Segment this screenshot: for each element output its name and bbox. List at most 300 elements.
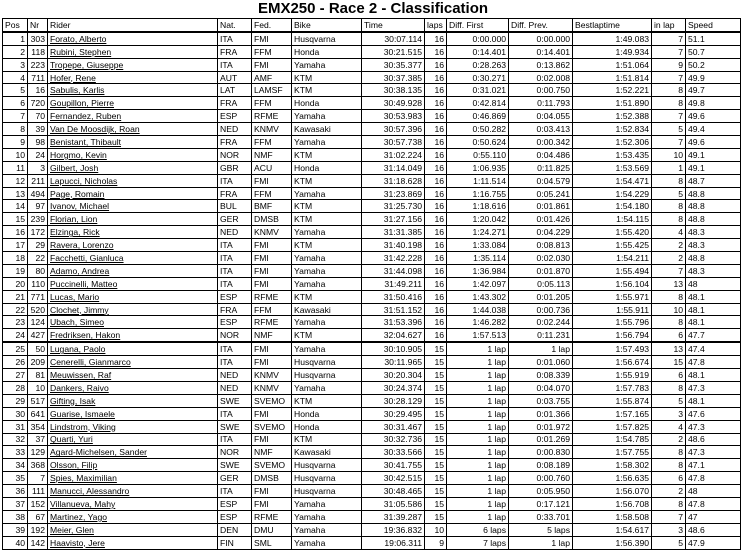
cell-pos: 38 — [3, 510, 28, 523]
cell-fed: RFME — [252, 316, 292, 329]
cell-diff-first: 1 lap — [447, 420, 509, 433]
cell-bestlaptime: 1:53.435 — [573, 148, 652, 161]
cell-fed: FFM — [252, 136, 292, 149]
cell-nr: 494 — [28, 187, 48, 200]
cell-bike: Yamaha — [292, 187, 362, 200]
cell-diff-first: 0:55.110 — [447, 148, 509, 161]
cell-speed: 48.8 — [686, 252, 741, 265]
cell-nr: 29 — [28, 239, 48, 252]
cell-laps: 16 — [425, 252, 447, 265]
cell-time: 31:31.385 — [362, 226, 425, 239]
cell-in-lap: 8 — [652, 290, 686, 303]
cell-nat: ESP — [218, 110, 252, 123]
cell-laps: 15 — [425, 485, 447, 498]
table-row — [3, 485, 741, 498]
cell-laps: 16 — [425, 45, 447, 58]
cell-speed: 49.9 — [686, 71, 741, 84]
table-row — [3, 536, 741, 549]
cell-time: 31:44.098 — [362, 264, 425, 277]
cell-bike: Yamaha — [292, 136, 362, 149]
column-header-rider: Rider — [48, 19, 218, 32]
cell-bike: KTM — [292, 200, 362, 213]
cell-time: 31:27.156 — [362, 213, 425, 226]
cell-bestlaptime: 1:55.494 — [573, 264, 652, 277]
cell-in-lap: 6 — [652, 369, 686, 382]
cell-diff-first: 1:36.984 — [447, 264, 509, 277]
table-row — [3, 510, 741, 523]
cell-pos: 18 — [3, 252, 28, 265]
cell-in-lap: 8 — [652, 316, 686, 329]
cell-laps: 15 — [425, 446, 447, 459]
cell-nr: 10 — [28, 381, 48, 394]
cell-speed: 48.3 — [686, 226, 741, 239]
cell-rider: Van De Moosdijk, Roan — [48, 123, 218, 136]
cell-rider: Lugana, Paolo — [48, 342, 218, 355]
cell-laps: 16 — [425, 290, 447, 303]
cell-diff-first: 1 lap — [447, 342, 509, 355]
table-row — [3, 252, 741, 265]
cell-diff-first: 0:30.271 — [447, 71, 509, 84]
cell-diff-first: 1 lap — [447, 459, 509, 472]
table-row — [3, 213, 741, 226]
cell-speed: 48.1 — [686, 394, 741, 407]
cell-rider: Lucas, Mario — [48, 290, 218, 303]
cell-diff-prev: 0:33.701 — [509, 510, 573, 523]
cell-fed: FMI — [252, 174, 292, 187]
column-header-nat: Nat. — [218, 19, 252, 32]
cell-laps: 15 — [425, 381, 447, 394]
cell-diff-first: 0:50.624 — [447, 136, 509, 149]
cell-bestlaptime: 1:56.635 — [573, 472, 652, 485]
cell-time: 30:07.114 — [362, 32, 425, 45]
cell-bike: Yamaha — [292, 536, 362, 549]
cell-pos: 20 — [3, 277, 28, 290]
cell-nat: AUT — [218, 71, 252, 84]
cell-pos: 7 — [3, 110, 28, 123]
cell-fed: NMF — [252, 329, 292, 342]
cell-nr: 239 — [28, 213, 48, 226]
cell-nat: SWE — [218, 459, 252, 472]
cell-in-lap: 2 — [652, 433, 686, 446]
cell-nat: GER — [218, 472, 252, 485]
cell-fed: FMI — [252, 252, 292, 265]
cell-diff-first: 0:46.869 — [447, 110, 509, 123]
cell-bestlaptime: 1:54.115 — [573, 213, 652, 226]
cell-fed: NMF — [252, 446, 292, 459]
cell-nat: ITA — [218, 239, 252, 252]
cell-fed: AMF — [252, 71, 292, 84]
table-row — [3, 523, 741, 536]
cell-in-lap: 5 — [652, 394, 686, 407]
cell-laps: 15 — [425, 472, 447, 485]
cell-diff-prev: 0:01.205 — [509, 290, 573, 303]
cell-time: 19:36.832 — [362, 523, 425, 536]
cell-rider: Forato, Alberto — [48, 32, 218, 45]
cell-nat: ESP — [218, 290, 252, 303]
cell-nr: 152 — [28, 497, 48, 510]
cell-rider: Cenerelli, Gianmarco — [48, 356, 218, 369]
table-row — [3, 459, 741, 472]
cell-speed: 47.9 — [686, 536, 741, 549]
cell-bestlaptime: 1:55.796 — [573, 316, 652, 329]
cell-bike: Husqvarna — [292, 472, 362, 485]
cell-fed: FFM — [252, 97, 292, 110]
cell-diff-first: 0:00.000 — [447, 32, 509, 45]
cell-rider: Villanueva, Mahy — [48, 497, 218, 510]
cell-speed: 49.6 — [686, 110, 741, 123]
cell-speed: 48.1 — [686, 369, 741, 382]
cell-nat: ESP — [218, 316, 252, 329]
cell-bestlaptime: 1:52.388 — [573, 110, 652, 123]
cell-pos: 13 — [3, 187, 28, 200]
cell-time: 31:25.730 — [362, 200, 425, 213]
cell-in-lap: 7 — [652, 510, 686, 523]
cell-speed: 47.3 — [686, 420, 741, 433]
cell-rider: Goupillon, Pierre — [48, 97, 218, 110]
cell-nr: 118 — [28, 45, 48, 58]
cell-laps: 9 — [425, 536, 447, 549]
cell-rider: Ubach, Simeo — [48, 316, 218, 329]
cell-fed: FMI — [252, 58, 292, 71]
cell-fed: SVEMO — [252, 459, 292, 472]
cell-bike: KTM — [292, 84, 362, 97]
table-row — [3, 342, 741, 355]
cell-bestlaptime: 1:57.493 — [573, 342, 652, 355]
cell-speed: 47.3 — [686, 446, 741, 459]
cell-nr: 16 — [28, 84, 48, 97]
cell-nr: 172 — [28, 226, 48, 239]
cell-nat: NOR — [218, 148, 252, 161]
cell-rider: Lindstrom, Viking — [48, 420, 218, 433]
cell-time: 31:51.152 — [362, 303, 425, 316]
cell-laps: 16 — [425, 32, 447, 45]
cell-time: 30:21.515 — [362, 45, 425, 58]
cell-speed: 48.6 — [686, 433, 741, 446]
table-row — [3, 239, 741, 252]
cell-rider: Meuwissen, Raf — [48, 369, 218, 382]
cell-diff-first: 1:44.038 — [447, 303, 509, 316]
cell-time: 30:32.736 — [362, 433, 425, 446]
cell-fed: FMI — [252, 277, 292, 290]
cell-diff-first: 1:33.084 — [447, 239, 509, 252]
cell-nat: FRA — [218, 45, 252, 58]
cell-time: 31:50.416 — [362, 290, 425, 303]
cell-nat: FRA — [218, 187, 252, 200]
cell-diff-first: 1 lap — [447, 497, 509, 510]
cell-in-lap: 1 — [652, 161, 686, 174]
cell-rider: Dankers, Raivo — [48, 381, 218, 394]
cell-time: 31:39.287 — [362, 510, 425, 523]
cell-nr: 70 — [28, 110, 48, 123]
cell-laps: 15 — [425, 342, 447, 355]
cell-speed: 48.7 — [686, 174, 741, 187]
cell-nr: 711 — [28, 71, 48, 84]
cell-rider: Clochet, Jimmy — [48, 303, 218, 316]
table-row — [3, 394, 741, 407]
cell-bestlaptime: 1:56.794 — [573, 329, 652, 342]
cell-bike: Honda — [292, 407, 362, 420]
cell-diff-prev: 0:02.244 — [509, 316, 573, 329]
cell-nat: NOR — [218, 329, 252, 342]
table-row — [3, 97, 741, 110]
cell-laps: 10 — [425, 523, 447, 536]
cell-rider: Elzinga, Rick — [48, 226, 218, 239]
cell-bike: Honda — [292, 420, 362, 433]
cell-rider: Ivanov, Michael — [48, 200, 218, 213]
cell-diff-first: 1:46.282 — [447, 316, 509, 329]
cell-time: 31:05.586 — [362, 497, 425, 510]
cell-bestlaptime: 1:49.083 — [573, 32, 652, 45]
cell-diff-prev: 0:00.000 — [509, 32, 573, 45]
cell-diff-prev: 0:00.750 — [509, 84, 573, 97]
cell-bestlaptime: 1:56.708 — [573, 497, 652, 510]
table-row — [3, 187, 741, 200]
cell-nr: 427 — [28, 329, 48, 342]
cell-bestlaptime: 1:52.834 — [573, 123, 652, 136]
cell-bestlaptime: 1:56.390 — [573, 536, 652, 549]
cell-fed: RFME — [252, 110, 292, 123]
cell-bestlaptime: 1:54.211 — [573, 252, 652, 265]
cell-bestlaptime: 1:49.934 — [573, 45, 652, 58]
cell-rider: Gilbert, Josh — [48, 161, 218, 174]
cell-in-lap: 13 — [652, 342, 686, 355]
cell-laps: 16 — [425, 58, 447, 71]
cell-rider: Puccinelli, Matteo — [48, 277, 218, 290]
cell-diff-first: 1:24.271 — [447, 226, 509, 239]
cell-in-lap: 13 — [652, 277, 686, 290]
cell-diff-prev: 0:17.121 — [509, 497, 573, 510]
cell-bike: Yamaha — [292, 523, 362, 536]
cell-speed: 48.8 — [686, 200, 741, 213]
table-row — [3, 356, 741, 369]
cell-in-lap: 5 — [652, 187, 686, 200]
cell-diff-first: 0:14.401 — [447, 45, 509, 58]
cell-nr: 67 — [28, 510, 48, 523]
cell-nr: 111 — [28, 485, 48, 498]
cell-in-lap: 8 — [652, 213, 686, 226]
cell-in-lap: 7 — [652, 45, 686, 58]
column-header-diff-first: Diff. First — [447, 19, 509, 32]
cell-fed: RFME — [252, 290, 292, 303]
cell-rider: Lapucci, Nicholas — [48, 174, 218, 187]
cell-pos: 17 — [3, 239, 28, 252]
cell-pos: 5 — [3, 84, 28, 97]
cell-time: 32:04.627 — [362, 329, 425, 342]
cell-bestlaptime: 1:51.814 — [573, 71, 652, 84]
cell-speed: 49.8 — [686, 97, 741, 110]
cell-in-lap: 8 — [652, 174, 686, 187]
cell-time: 31:42.228 — [362, 252, 425, 265]
cell-bestlaptime: 1:57.755 — [573, 446, 652, 459]
cell-diff-first: 1:16.755 — [447, 187, 509, 200]
cell-nat: NOR — [218, 446, 252, 459]
table-row — [3, 446, 741, 459]
cell-diff-first: 0:42.814 — [447, 97, 509, 110]
cell-fed: DMU — [252, 523, 292, 536]
cell-rider: Facchetti, Gianluca — [48, 252, 218, 265]
cell-nr: 641 — [28, 407, 48, 420]
cell-in-lap: 8 — [652, 497, 686, 510]
cell-bestlaptime: 1:52.221 — [573, 84, 652, 97]
column-header-in-lap: in lap — [652, 19, 686, 32]
cell-laps: 15 — [425, 369, 447, 382]
cell-nr: 80 — [28, 264, 48, 277]
cell-rider: Gifting, Isak — [48, 394, 218, 407]
cell-time: 31:18.628 — [362, 174, 425, 187]
cell-rider: Benistant, Thibault — [48, 136, 218, 149]
cell-in-lap: 10 — [652, 148, 686, 161]
cell-nr: 124 — [28, 316, 48, 329]
cell-speed: 48.3 — [686, 239, 741, 252]
cell-in-lap: 6 — [652, 329, 686, 342]
cell-nr: 303 — [28, 32, 48, 45]
cell-diff-prev: 0:08.339 — [509, 369, 573, 382]
table-header-row — [3, 19, 741, 32]
cell-fed: DMSB — [252, 472, 292, 485]
cell-laps: 15 — [425, 510, 447, 523]
cell-laps: 16 — [425, 161, 447, 174]
cell-diff-first: 1 lap — [447, 485, 509, 498]
cell-fed: FMI — [252, 342, 292, 355]
table-row — [3, 329, 741, 342]
cell-diff-prev: 5 laps — [509, 523, 573, 536]
cell-diff-prev: 0:04.070 — [509, 381, 573, 394]
cell-rider: Adamo, Andrea — [48, 264, 218, 277]
cell-time: 30:28.129 — [362, 394, 425, 407]
cell-nr: 142 — [28, 536, 48, 549]
cell-nr: 520 — [28, 303, 48, 316]
cell-nat: ITA — [218, 58, 252, 71]
cell-laps: 16 — [425, 136, 447, 149]
cell-nat: NED — [218, 381, 252, 394]
cell-bike: KTM — [292, 71, 362, 84]
cell-rider: Tropepe, Giuseppe — [48, 58, 218, 71]
cell-time: 31:02.224 — [362, 148, 425, 161]
column-header-nr: Nr — [28, 19, 48, 32]
table-row — [3, 303, 741, 316]
cell-laps: 16 — [425, 84, 447, 97]
cell-pos: 30 — [3, 407, 28, 420]
table-row — [3, 407, 741, 420]
cell-speed: 49.1 — [686, 161, 741, 174]
cell-pos: 3 — [3, 58, 28, 71]
cell-laps: 15 — [425, 420, 447, 433]
table-row — [3, 161, 741, 174]
cell-diff-prev: 0:08.813 — [509, 239, 573, 252]
cell-diff-prev: 0:04.229 — [509, 226, 573, 239]
cell-time: 30:29.495 — [362, 407, 425, 420]
cell-bestlaptime: 1:56.070 — [573, 485, 652, 498]
cell-laps: 16 — [425, 239, 447, 252]
cell-nat: SWE — [218, 420, 252, 433]
cell-speed: 47.8 — [686, 356, 741, 369]
cell-fed: LAMSF — [252, 84, 292, 97]
cell-pos: 40 — [3, 536, 28, 549]
cell-nat: ITA — [218, 433, 252, 446]
cell-bike: KTM — [292, 290, 362, 303]
cell-bike: KTM — [292, 174, 362, 187]
cell-speed: 49.1 — [686, 148, 741, 161]
cell-nat: ITA — [218, 342, 252, 355]
cell-diff-prev: 0:04.579 — [509, 174, 573, 187]
cell-bestlaptime: 1:55.911 — [573, 303, 652, 316]
cell-laps: 16 — [425, 71, 447, 84]
table-row — [3, 136, 741, 149]
cell-bestlaptime: 1:54.180 — [573, 200, 652, 213]
cell-nat: ITA — [218, 264, 252, 277]
cell-fed: KNMV — [252, 123, 292, 136]
cell-bike: Yamaha — [292, 110, 362, 123]
cell-nat: ESP — [218, 497, 252, 510]
cell-time: 30:49.928 — [362, 97, 425, 110]
cell-laps: 16 — [425, 187, 447, 200]
cell-speed: 47.1 — [686, 459, 741, 472]
cell-fed: KNMV — [252, 381, 292, 394]
cell-diff-first: 1:35.114 — [447, 252, 509, 265]
cell-bestlaptime: 1:54.471 — [573, 174, 652, 187]
table-row — [3, 290, 741, 303]
cell-diff-first: 7 laps — [447, 536, 509, 549]
cell-diff-prev: 0:04.055 — [509, 110, 573, 123]
cell-pos: 37 — [3, 497, 28, 510]
table-row — [3, 148, 741, 161]
cell-in-lap: 10 — [652, 303, 686, 316]
cell-bike: KTM — [292, 433, 362, 446]
cell-speed: 48.8 — [686, 187, 741, 200]
cell-nr: 98 — [28, 136, 48, 149]
cell-fed: SML — [252, 536, 292, 549]
cell-pos: 27 — [3, 369, 28, 382]
cell-in-lap: 4 — [652, 420, 686, 433]
cell-speed: 48.1 — [686, 303, 741, 316]
table-row — [3, 472, 741, 485]
cell-speed: 48 — [686, 485, 741, 498]
cell-in-lap: 5 — [652, 123, 686, 136]
cell-time: 19:06.311 — [362, 536, 425, 549]
cell-speed: 50.7 — [686, 45, 741, 58]
cell-speed: 48 — [686, 277, 741, 290]
cell-in-lap: 9 — [652, 58, 686, 71]
cell-bestlaptime: 1:56.674 — [573, 356, 652, 369]
cell-nr: 7 — [28, 472, 48, 485]
cell-fed: BMF — [252, 200, 292, 213]
cell-fed: FFM — [252, 187, 292, 200]
cell-diff-prev: 1 lap — [509, 342, 573, 355]
cell-laps: 16 — [425, 264, 447, 277]
table-row — [3, 497, 741, 510]
table-row — [3, 110, 741, 123]
cell-diff-prev: 0:00.760 — [509, 472, 573, 485]
cell-rider: Martinez, Yago — [48, 510, 218, 523]
cell-nat: DEN — [218, 523, 252, 536]
cell-rider: Hofer, Rene — [48, 71, 218, 84]
cell-fed: FFM — [252, 45, 292, 58]
cell-nr: 517 — [28, 394, 48, 407]
cell-diff-prev: 0:05.113 — [509, 277, 573, 290]
cell-rider: Page, Romain — [48, 187, 218, 200]
cell-bestlaptime: 1:57.783 — [573, 381, 652, 394]
cell-nat: ESP — [218, 510, 252, 523]
cell-fed: NMF — [252, 148, 292, 161]
cell-pos: 6 — [3, 97, 28, 110]
column-header-laps: laps — [425, 19, 447, 32]
cell-nat: ITA — [218, 174, 252, 187]
cell-speed: 49.4 — [686, 123, 741, 136]
cell-diff-prev: 0:11.825 — [509, 161, 573, 174]
cell-nat: ITA — [218, 407, 252, 420]
cell-diff-prev: 0:01.269 — [509, 433, 573, 446]
cell-in-lap: 8 — [652, 97, 686, 110]
